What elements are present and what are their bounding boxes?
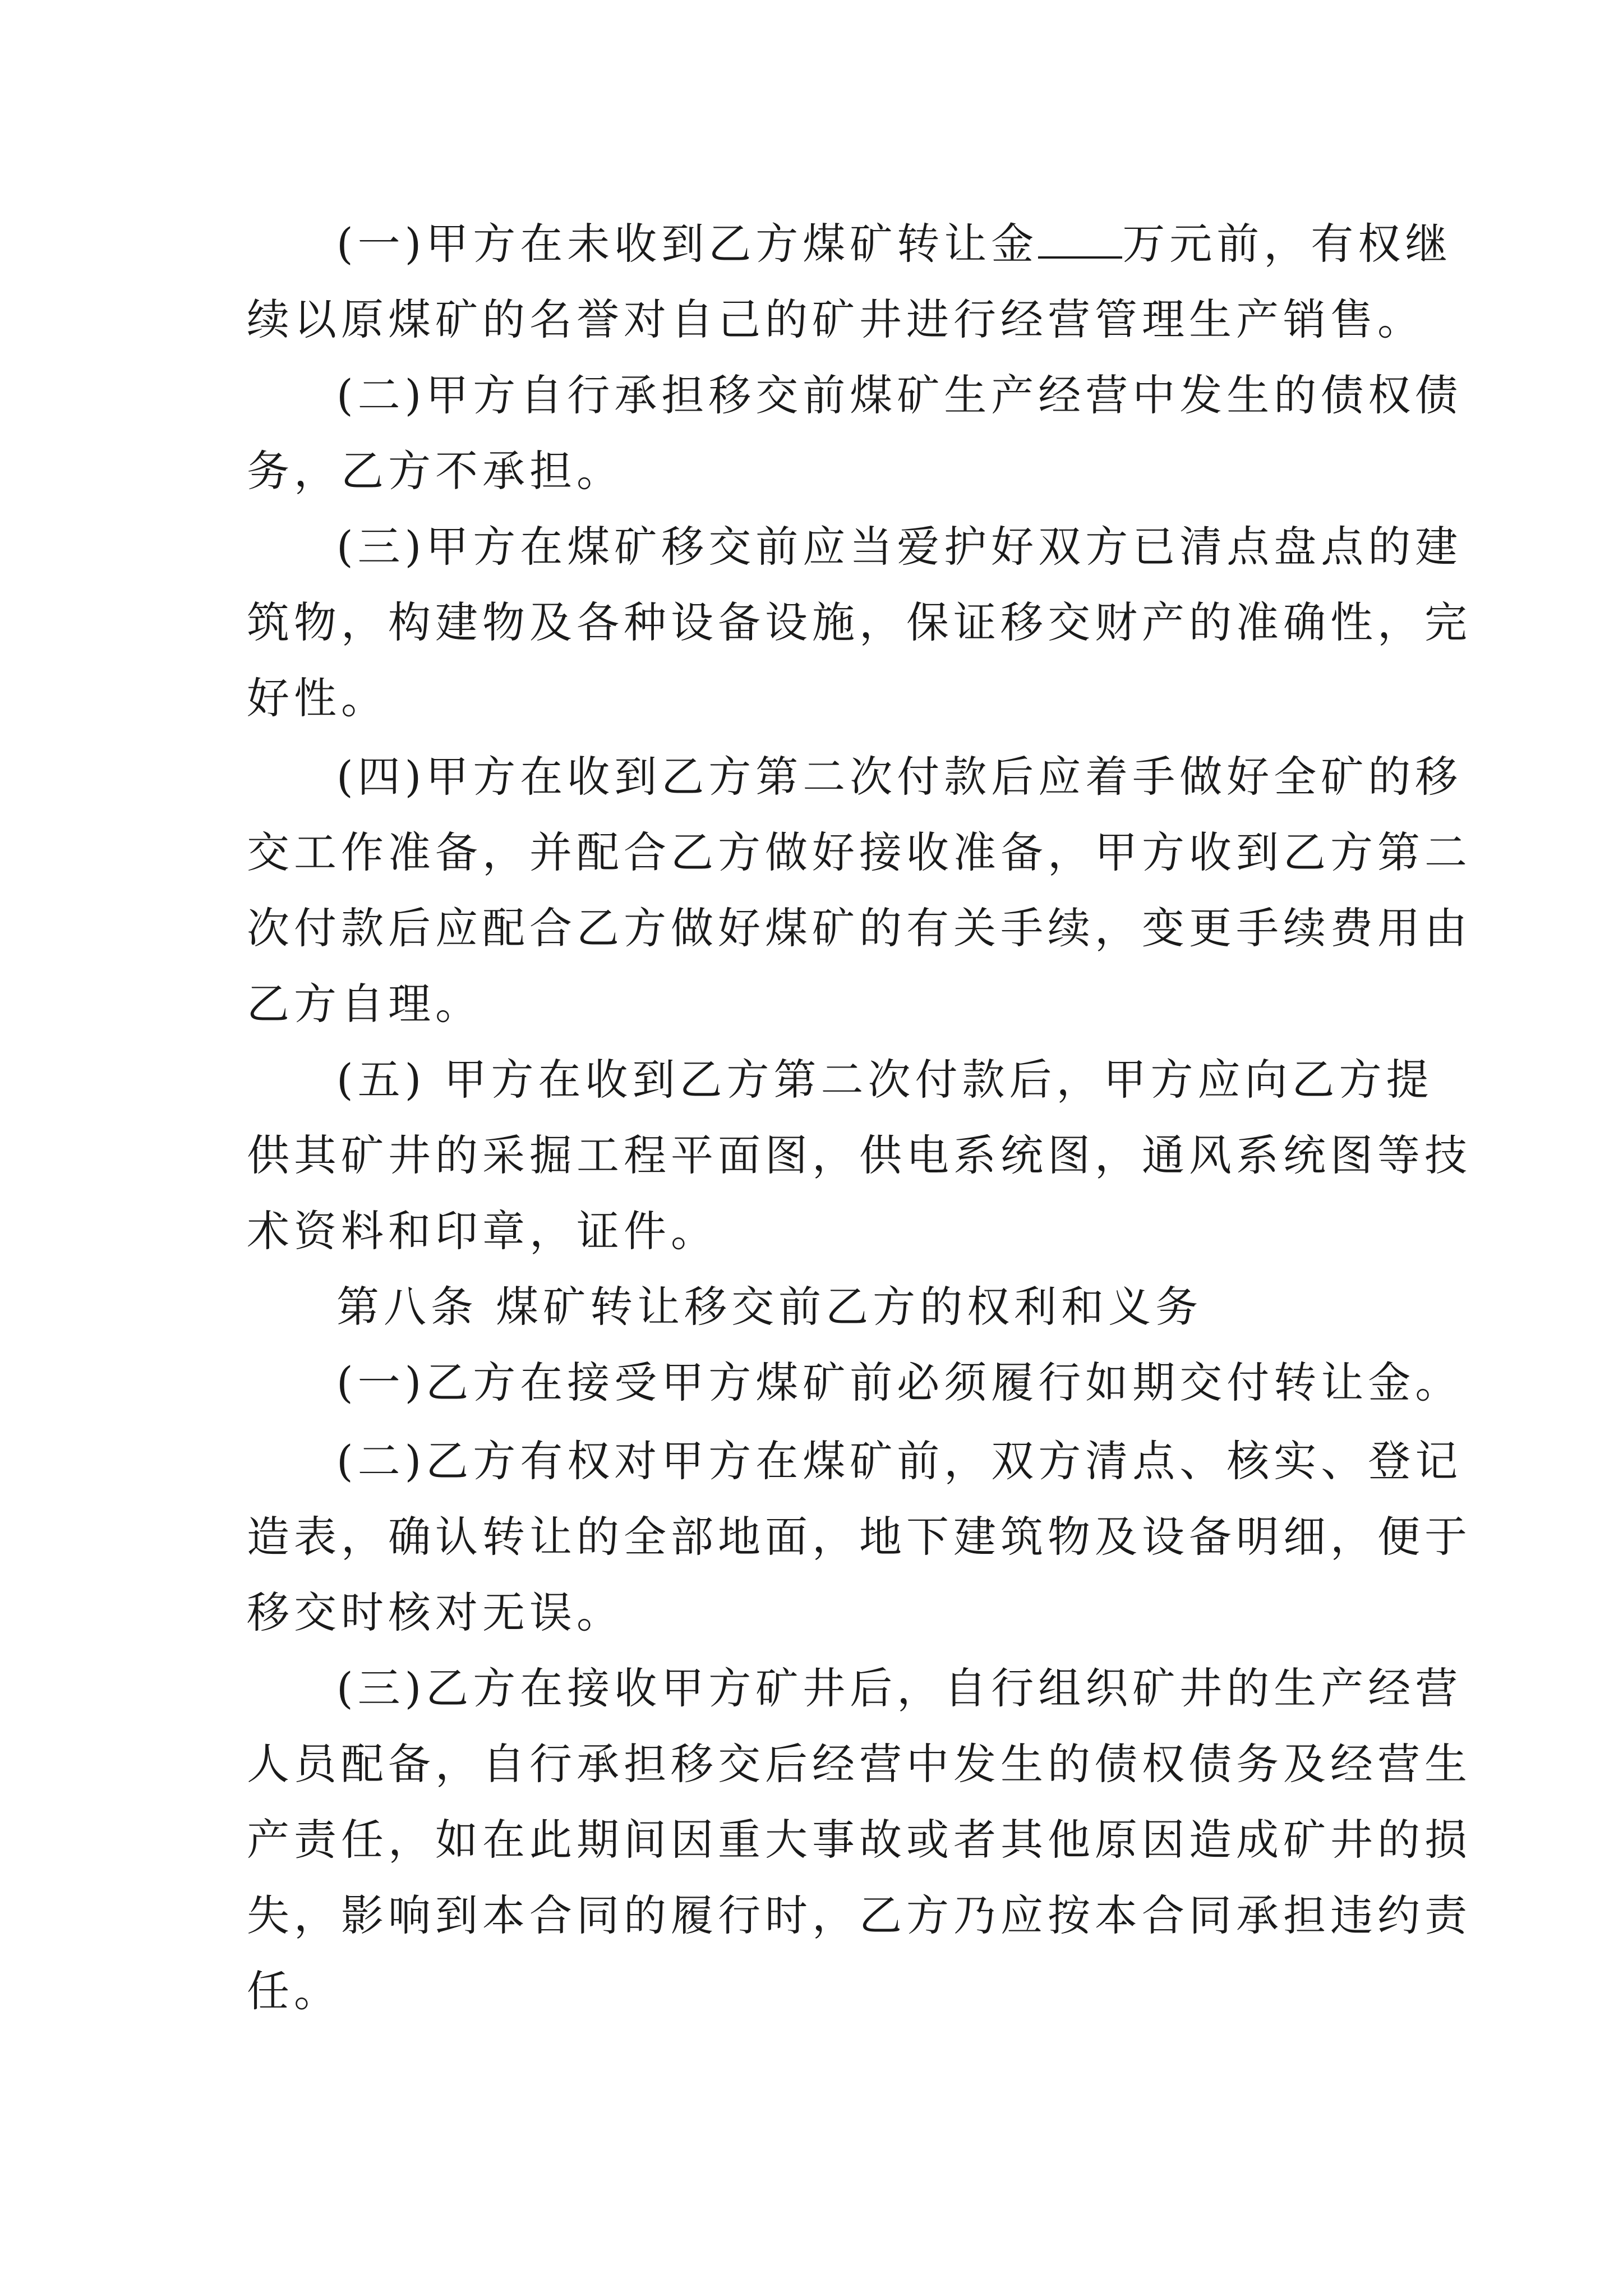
paragraph-line: 任。 (247, 1966, 341, 2016)
text-segment: 万元前，有权继 (1122, 219, 1453, 269)
paragraph-line: 乙方自理。 (247, 979, 482, 1029)
paragraph-line: 人员配备，自行承担移交后经营中发生的债权债务及经营生 (247, 1739, 1472, 1789)
blank-underline (1038, 217, 1122, 259)
paragraph-line: (五) 甲方在收到乙方第二次付款后，甲方应向乙方提 (336, 1055, 1433, 1105)
paragraph-line (336, 216, 1453, 272)
article-heading: 第八条 煤矿转让移交前乙方的权利和义务 (336, 1282, 1203, 1332)
paragraph-line: (三)乙方在接收甲方矿井后，自行组织矿井的生产经营 (336, 1663, 1463, 1713)
text-segment: (一)甲方在未收到乙方煤矿转让金 (336, 219, 1039, 269)
paragraph-line: 务，乙方不承担。 (247, 446, 624, 496)
paragraph-line: (三)甲方在煤矿移交前应当爱护好双方已清点盘点的建 (336, 522, 1463, 572)
paragraph-line: (一)乙方在接受甲方煤矿前必须履行如期交付转让金。 (336, 1358, 1463, 1407)
paragraph-line: (四)甲方在收到乙方第二次付款后应着手做好全矿的移 (336, 752, 1463, 802)
paragraph-line: 产责任，如在此期间因重大事故或者其他原因造成矿井的损 (247, 1815, 1472, 1865)
paragraph-line: 筑物，构建物及各种设备设施，保证移交财产的准确性，完 (247, 597, 1472, 647)
paragraph-line: 失，影响到本合同的履行时，乙方乃应按本合同承担违约责 (247, 1890, 1472, 1940)
paragraph-line: 供其矿井的采掘工程平面图，供电系统图，通风系统图等技 (247, 1130, 1472, 1180)
paragraph-line: 术资料和印章，证件。 (247, 1206, 718, 1256)
paragraph-line: 好性。 (247, 673, 388, 723)
paragraph-line: (二)乙方有权对甲方在煤矿前，双方清点、核实、登记 (336, 1436, 1463, 1486)
paragraph-line: 次付款后应配合乙方做好煤矿的有关手续，变更手续费用由 (247, 903, 1472, 953)
paragraph-line: 交工作准备，并配合乙方做好接收准备，甲方收到乙方第二 (247, 827, 1472, 877)
paragraph-line: 移交时核对无误。 (247, 1588, 624, 1637)
paragraph-line: (二)甲方自行承担移交前煤矿生产经营中发生的债权债 (336, 370, 1463, 420)
paragraph-line: 造表，确认转让的全部地面，地下建筑物及设备明细，便于 (247, 1512, 1472, 1562)
paragraph-line: 续以原煤矿的名誉对自己的矿井进行经营管理生产销售。 (247, 295, 1424, 344)
